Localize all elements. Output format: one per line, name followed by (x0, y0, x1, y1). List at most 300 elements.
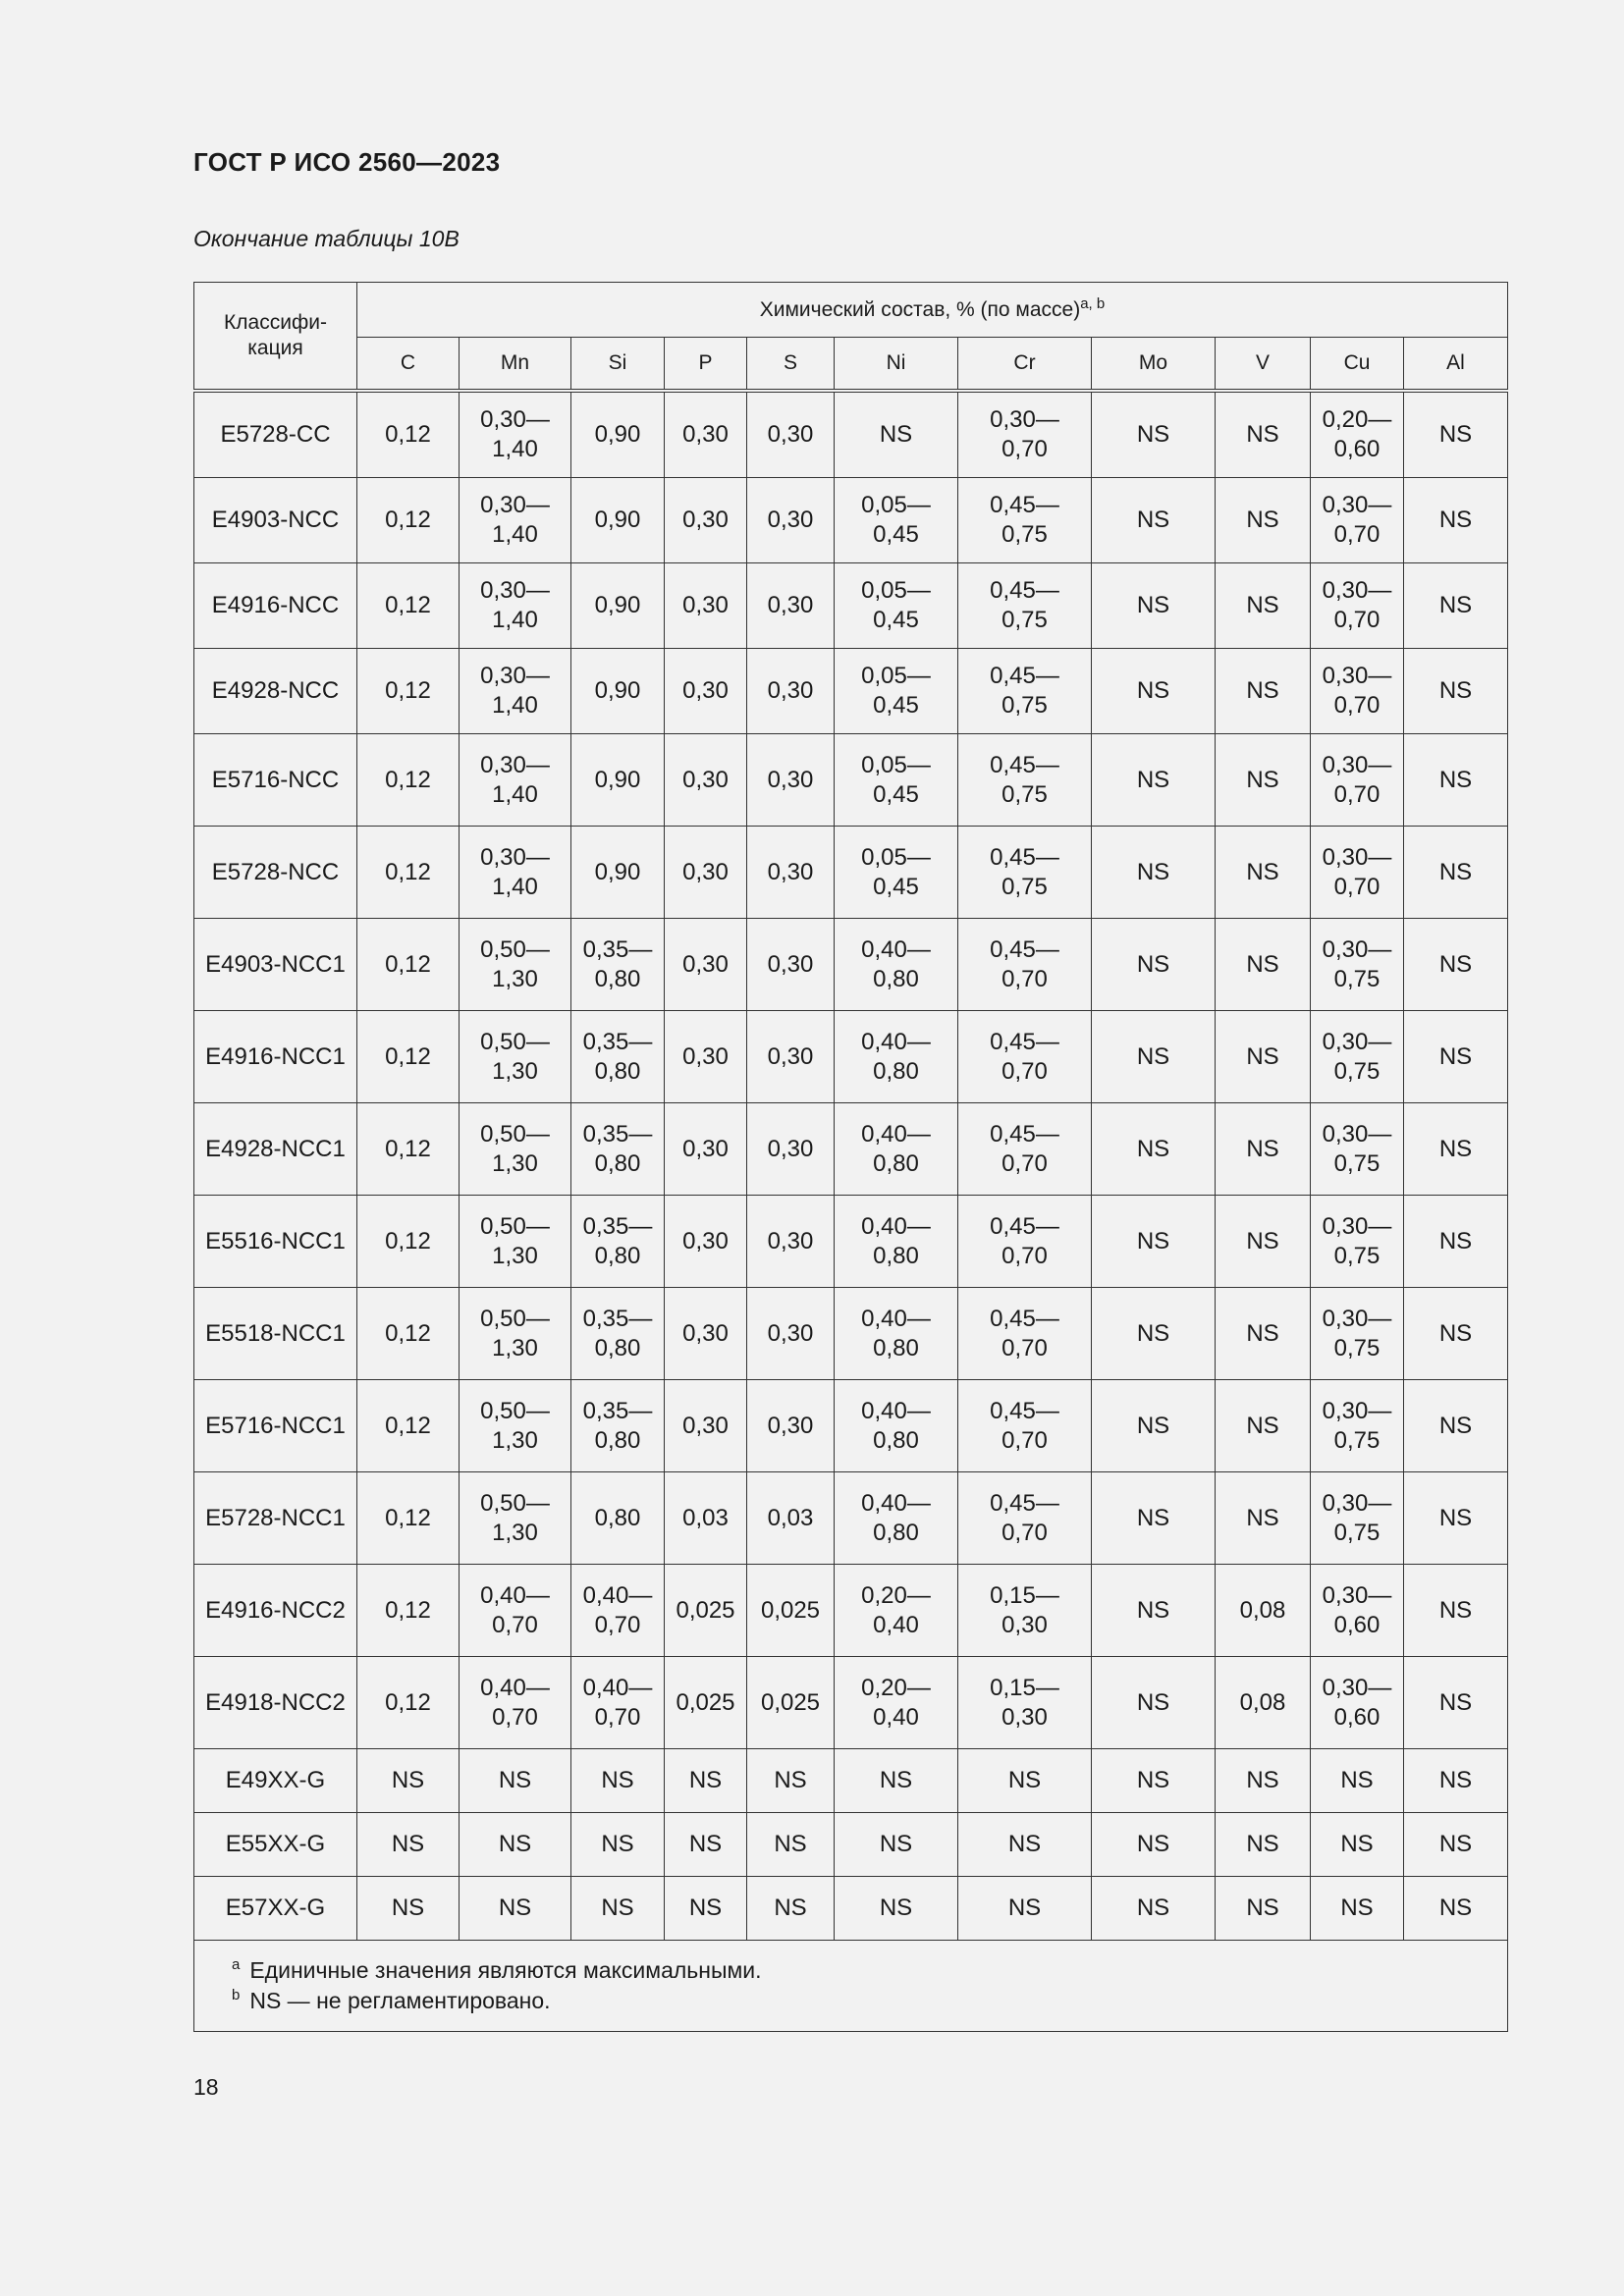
column-header-c: C (357, 338, 460, 390)
value-cell-c (357, 649, 460, 734)
value-cell-mo (1092, 1288, 1216, 1380)
value-cell-p (665, 1877, 747, 1941)
value-cell-mo (1092, 1565, 1216, 1657)
value-cell-c (357, 1196, 460, 1288)
value-line: NS (1136, 421, 1170, 448)
value-line: 0,80 (873, 1149, 919, 1177)
value-cell-cr (958, 1749, 1092, 1813)
value-line: 1,30 (492, 1057, 538, 1085)
value-cell-v (1216, 1565, 1311, 1657)
value-line: 0,30— (480, 663, 550, 689)
value-cell-si (571, 1011, 665, 1103)
value-line: 0,80 (594, 1057, 641, 1085)
value-cell-si (571, 649, 665, 734)
value-line: NS (688, 1767, 723, 1793)
value-line: 0,80 (594, 965, 641, 992)
value-line: 0,80 (873, 965, 919, 992)
value-cell-si (571, 1103, 665, 1196)
value-line: 0,30— (1322, 1120, 1392, 1148)
value-cell-si (571, 919, 665, 1011)
value-cell-mn (460, 734, 571, 827)
value-line: 0,40— (861, 1120, 931, 1148)
value-cell-mo (1092, 1472, 1216, 1565)
value-line: NS (1438, 1042, 1473, 1070)
value-line: 0,30 (682, 592, 729, 618)
value-line: 0,20— (1322, 406, 1392, 433)
value-cell-p (665, 1103, 747, 1196)
value-cell-mn (460, 1813, 571, 1877)
value-line: NS (1246, 766, 1279, 793)
value-cell-v (1216, 1196, 1311, 1288)
value-line: 0,75 (1333, 1242, 1380, 1269)
value-line: NS (1136, 507, 1170, 533)
value-cell-s (747, 478, 835, 563)
value-line: NS (1136, 1596, 1170, 1624)
column-header-mn: Mn (460, 338, 571, 390)
value-cell-si (571, 563, 665, 649)
value-line: 0,45— (990, 663, 1059, 689)
value-line: 0,45— (990, 1120, 1059, 1148)
value-line: NS (1136, 1767, 1170, 1793)
value-cell-cr (958, 393, 1092, 478)
value-line: NS (1438, 677, 1473, 704)
value-line: NS (1246, 1412, 1279, 1439)
value-line: NS (1136, 766, 1170, 793)
value-line: NS (774, 1895, 807, 1921)
value-line: 0,12 (385, 766, 431, 793)
value-cell-si (571, 393, 665, 478)
value-cell-ni (835, 1011, 958, 1103)
value-line: 0,70 (1001, 1519, 1048, 1546)
value-line: 0,30— (1322, 577, 1392, 604)
table-row (194, 1657, 1508, 1749)
value-cell-mn (460, 1472, 571, 1565)
value-cell-p (665, 1749, 747, 1813)
classification-cell: E4916-NCC1 (194, 1011, 357, 1103)
value-line: NS (879, 1767, 913, 1793)
value-line: NS (1246, 1227, 1279, 1255)
value-cell-p (665, 393, 747, 478)
value-line: 0,025 (760, 1688, 821, 1716)
value-line: 0,50— (480, 1489, 550, 1517)
value-line: 0,30— (480, 751, 550, 778)
value-line: NS (1136, 1688, 1170, 1716)
value-line: NS (601, 1895, 634, 1921)
value-cell-p (665, 827, 747, 919)
value-cell-ni (835, 1472, 958, 1565)
value-line: 0,40— (582, 1581, 653, 1609)
value-cell-mo (1092, 827, 1216, 919)
value-line: 0,30 (767, 950, 814, 978)
value-cell-si (571, 1196, 665, 1288)
value-line: 0,05— (861, 751, 931, 778)
value-cell-p (665, 563, 747, 649)
value-line: 0,50— (480, 1397, 550, 1424)
column-header-mo: Mo (1092, 338, 1216, 390)
classification-cell: E4916-NCC2 (194, 1565, 357, 1657)
classification-cell: E4903-NCC1 (194, 919, 357, 1011)
value-line: 0,70 (1001, 1057, 1048, 1085)
value-line: 0,12 (385, 858, 431, 885)
value-line: NS (1438, 1688, 1473, 1716)
value-cell-mo (1092, 393, 1216, 478)
value-line: 0,30— (1322, 843, 1392, 871)
value-cell-cr (958, 649, 1092, 734)
value-line: 0,12 (385, 592, 431, 618)
value-line: NS (1246, 677, 1279, 704)
value-line: NS (1136, 1042, 1170, 1070)
value-line: 0,12 (385, 421, 431, 448)
value-cell-s (747, 734, 835, 827)
value-cell-cr (958, 563, 1092, 649)
value-cell-cr (958, 1565, 1092, 1657)
value-cell-mo (1092, 734, 1216, 827)
value-line: NS (391, 1831, 425, 1857)
value-line: 0,40 (873, 1611, 919, 1638)
value-cell-ni (835, 1196, 958, 1288)
value-cell-c (357, 1877, 460, 1941)
value-line: NS (601, 1767, 634, 1793)
value-line: 0,05— (861, 663, 931, 689)
value-line: 0,30 (767, 677, 814, 704)
classification-cell: E49XX-G (194, 1749, 357, 1813)
value-line: 1,30 (492, 1149, 538, 1177)
value-cell-mo (1092, 1657, 1216, 1749)
value-cell-mn (460, 919, 571, 1011)
value-cell-p (665, 734, 747, 827)
value-line: 0,30 (767, 766, 814, 793)
value-line: 0,30— (1322, 1305, 1392, 1332)
table-row (194, 1103, 1508, 1196)
value-line: 1,40 (492, 436, 538, 462)
value-line: NS (1136, 858, 1170, 885)
value-cell-al (1404, 1877, 1508, 1941)
value-cell-ni (835, 827, 958, 919)
value-line: 0,30 (682, 858, 729, 885)
value-cell-cr (958, 1288, 1092, 1380)
value-cell-p (665, 478, 747, 563)
value-line: 0,12 (385, 1319, 431, 1347)
table-row (194, 1011, 1508, 1103)
value-line: 0,70 (1001, 1334, 1048, 1362)
value-line: 0,30 (767, 1412, 814, 1439)
value-line: 0,30 (767, 507, 814, 533)
value-line: NS (1340, 1767, 1374, 1793)
value-cell-cu (1311, 1103, 1404, 1196)
value-line: 0,30 (682, 1135, 729, 1162)
value-cell-si (571, 1565, 665, 1657)
footnote-row (194, 1941, 1508, 2032)
footnote-a (232, 1955, 1507, 1986)
value-line: 0,70 (1333, 780, 1380, 808)
value-line: 0,30— (480, 843, 550, 871)
value-cell-s (747, 1011, 835, 1103)
value-line: 0,80 (873, 1426, 919, 1454)
value-cell-c (357, 734, 460, 827)
value-cell-s (747, 1103, 835, 1196)
value-line: 0,30 (682, 507, 729, 533)
value-line: 0,30 (1001, 1703, 1048, 1731)
value-cell-cu (1311, 393, 1404, 478)
value-line: NS (1246, 1319, 1279, 1347)
value-line: 0,90 (594, 507, 641, 533)
value-line: 0,70 (1001, 1149, 1048, 1177)
classification-cell: E5728-NCC (194, 827, 357, 919)
value-cell-cr (958, 1877, 1092, 1941)
value-cell-s (747, 649, 835, 734)
value-cell-c (357, 563, 460, 649)
value-line: 0,30— (1322, 663, 1392, 689)
value-cell-mo (1092, 649, 1216, 734)
value-line: 1,30 (492, 1519, 538, 1546)
value-line: NS (1438, 1767, 1473, 1793)
value-line: 0,05— (861, 843, 931, 871)
value-cell-v (1216, 1103, 1311, 1196)
value-line: 0,30 (767, 858, 814, 885)
value-line: 0,35— (582, 1305, 653, 1332)
value-line: NS (1246, 1767, 1279, 1793)
value-cell-al (1404, 393, 1508, 478)
value-cell-cu (1311, 1196, 1404, 1288)
value-line: 0,45 (873, 873, 919, 900)
value-line: 0,45— (990, 577, 1059, 604)
value-line: 0,12 (385, 950, 431, 978)
table-row (194, 478, 1508, 563)
value-line: NS (1246, 950, 1279, 978)
value-line: 0,30 (682, 766, 729, 793)
value-line: 0,40— (861, 935, 931, 963)
value-cell-cu (1311, 827, 1404, 919)
value-line: 0,30— (1322, 1489, 1392, 1517)
classification-cell: E5518-NCC1 (194, 1288, 357, 1380)
value-cell-cu (1311, 1877, 1404, 1941)
value-cell-s (747, 1813, 835, 1877)
value-line: 0,80 (873, 1242, 919, 1269)
value-cell-al (1404, 563, 1508, 649)
value-line: 0,70 (1333, 692, 1380, 719)
value-cell-mn (460, 1749, 571, 1813)
value-cell-mo (1092, 1196, 1216, 1288)
value-cell-al (1404, 649, 1508, 734)
column-header-cu: Cu (1311, 338, 1404, 390)
value-cell-cu (1311, 1472, 1404, 1565)
value-cell-cr (958, 1472, 1092, 1565)
value-line: NS (1007, 1767, 1042, 1793)
value-cell-c (357, 478, 460, 563)
value-cell-mn (460, 1196, 571, 1288)
value-line: 0,80 (594, 1334, 641, 1362)
value-cell-cr (958, 1657, 1092, 1749)
value-cell-cu (1311, 1657, 1404, 1749)
value-cell-mo (1092, 1749, 1216, 1813)
value-line: 0,75 (1001, 607, 1048, 633)
value-cell-v (1216, 478, 1311, 563)
value-line: 0,75 (1001, 521, 1048, 548)
value-line: 0,40— (582, 1674, 653, 1701)
value-cell-si (571, 478, 665, 563)
value-cell-mn (460, 649, 571, 734)
classification-cell: E55XX-G (194, 1813, 357, 1877)
value-cell-v (1216, 1813, 1311, 1877)
value-line: NS (498, 1831, 532, 1857)
value-line: 0,30 (767, 421, 814, 448)
footnote-text: NS — не регламентировано. (249, 1988, 551, 2013)
value-line: 0,80 (873, 1334, 919, 1362)
table-row (194, 1813, 1508, 1877)
classification-cell: E57XX-G (194, 1877, 357, 1941)
value-line: NS (1246, 858, 1279, 885)
value-cell-ni (835, 1657, 958, 1749)
value-line: 0,90 (594, 858, 641, 885)
value-line: NS (498, 1895, 532, 1921)
value-cell-cu (1311, 1565, 1404, 1657)
value-line: 1,40 (492, 873, 538, 900)
value-cell-al (1404, 478, 1508, 563)
value-line: 0,90 (594, 421, 641, 448)
column-header-p: P (665, 338, 747, 390)
value-cell-mo (1092, 1380, 1216, 1472)
value-line: 0,30— (1322, 935, 1392, 963)
value-line: NS (601, 1831, 634, 1857)
value-line: 0,40 (873, 1703, 919, 1731)
column-header-v: V (1216, 338, 1311, 390)
value-cell-si (571, 1657, 665, 1749)
value-cell-cu (1311, 734, 1404, 827)
value-line: 0,45— (990, 751, 1059, 778)
value-cell-si (571, 734, 665, 827)
column-header-s: S (747, 338, 835, 390)
value-line: NS (1438, 421, 1473, 448)
value-line: 0,75 (1333, 1519, 1380, 1546)
value-line: 0,80 (594, 1149, 641, 1177)
value-cell-si (571, 1288, 665, 1380)
value-cell-al (1404, 1380, 1508, 1472)
value-cell-al (1404, 1103, 1508, 1196)
value-cell-cr (958, 1196, 1092, 1288)
value-cell-si (571, 827, 665, 919)
value-line: 0,75 (1001, 692, 1048, 719)
value-cell-s (747, 1472, 835, 1565)
value-cell-v (1216, 919, 1311, 1011)
value-cell-cr (958, 1011, 1092, 1103)
value-line: 0,30— (1322, 1397, 1392, 1424)
column-header-al: Al (1404, 338, 1508, 390)
value-line: 0,30 (682, 950, 729, 978)
value-cell-s (747, 1380, 835, 1472)
value-line: 0,15— (990, 1581, 1059, 1609)
value-line: NS (1007, 1895, 1042, 1921)
value-line: 0,03 (682, 1504, 729, 1531)
table-row (194, 393, 1508, 478)
table-row (194, 1196, 1508, 1288)
value-line: 0,40— (861, 1212, 931, 1240)
value-cell-p (665, 919, 747, 1011)
value-line: 0,03 (767, 1504, 814, 1531)
value-cell-cu (1311, 1288, 1404, 1380)
value-line: 0,45 (873, 607, 919, 633)
value-cell-mo (1092, 919, 1216, 1011)
value-cell-ni (835, 478, 958, 563)
value-cell-p (665, 1565, 747, 1657)
value-line: 0,35— (582, 1397, 653, 1424)
value-line: 0,35— (582, 1120, 653, 1148)
value-line: 0,70 (1333, 521, 1380, 548)
value-line: 0,025 (676, 1688, 735, 1716)
value-line: NS (1438, 1504, 1473, 1531)
value-line: 0,30 (767, 1319, 814, 1347)
value-line: 0,12 (385, 1042, 431, 1070)
value-line: 0,30 (682, 1042, 729, 1070)
value-line: 0,40— (861, 1489, 931, 1517)
value-cell-al (1404, 1565, 1508, 1657)
value-line: 0,20— (861, 1674, 931, 1701)
value-line: NS (1136, 1831, 1170, 1857)
value-line: 0,45 (873, 692, 919, 719)
value-line: 0,025 (676, 1596, 735, 1624)
value-cell-v (1216, 734, 1311, 827)
value-line: 0,75 (1001, 873, 1048, 900)
value-line: 1,30 (492, 1242, 538, 1269)
value-line: 0,45— (990, 1489, 1059, 1517)
value-line: 0,75 (1333, 1057, 1380, 1085)
value-line: 0,50— (480, 1120, 550, 1148)
value-line: 0,30— (990, 406, 1059, 433)
value-line: NS (1136, 1227, 1170, 1255)
value-line: 0,80 (873, 1519, 919, 1546)
value-cell-p (665, 1011, 747, 1103)
value-line: 0,12 (385, 507, 431, 533)
value-cell-al (1404, 1813, 1508, 1877)
value-line: 0,75 (1333, 1149, 1380, 1177)
value-line: 1,30 (492, 965, 538, 992)
table-row (194, 919, 1508, 1011)
value-cell-p (665, 1196, 747, 1288)
value-cell-cr (958, 1380, 1092, 1472)
value-line: NS (879, 1895, 913, 1921)
footnote-mark: b (232, 1987, 241, 2004)
value-line: 0,30— (480, 406, 550, 433)
value-cell-p (665, 1380, 747, 1472)
value-line: NS (1246, 1504, 1279, 1531)
value-line: 0,80 (594, 1242, 641, 1269)
value-cell-cr (958, 1813, 1092, 1877)
value-cell-mo (1092, 1103, 1216, 1196)
value-line: 1,30 (492, 1334, 538, 1362)
value-line: 0,12 (385, 1412, 431, 1439)
value-line: 0,40— (861, 1028, 931, 1055)
value-line: 0,45 (873, 521, 919, 548)
value-line: 0,30 (682, 1227, 729, 1255)
value-line: NS (879, 421, 913, 448)
table-row (194, 827, 1508, 919)
value-line: 0,40— (861, 1397, 931, 1424)
value-line: 0,30— (1322, 751, 1392, 778)
value-cell-cu (1311, 1380, 1404, 1472)
value-line: 0,70 (492, 1703, 538, 1731)
value-line: 0,12 (385, 1596, 431, 1624)
value-line: 0,025 (760, 1596, 821, 1624)
value-cell-s (747, 1288, 835, 1380)
value-cell-cu (1311, 919, 1404, 1011)
value-line: 1,40 (492, 607, 538, 633)
value-cell-v (1216, 393, 1311, 478)
value-cell-mn (460, 1565, 571, 1657)
value-line: 0,50— (480, 935, 550, 963)
table-row (194, 1565, 1508, 1657)
value-line: 0,08 (1239, 1596, 1286, 1624)
classification-cell: E4928-NCC1 (194, 1103, 357, 1196)
value-cell-mo (1092, 1813, 1216, 1877)
